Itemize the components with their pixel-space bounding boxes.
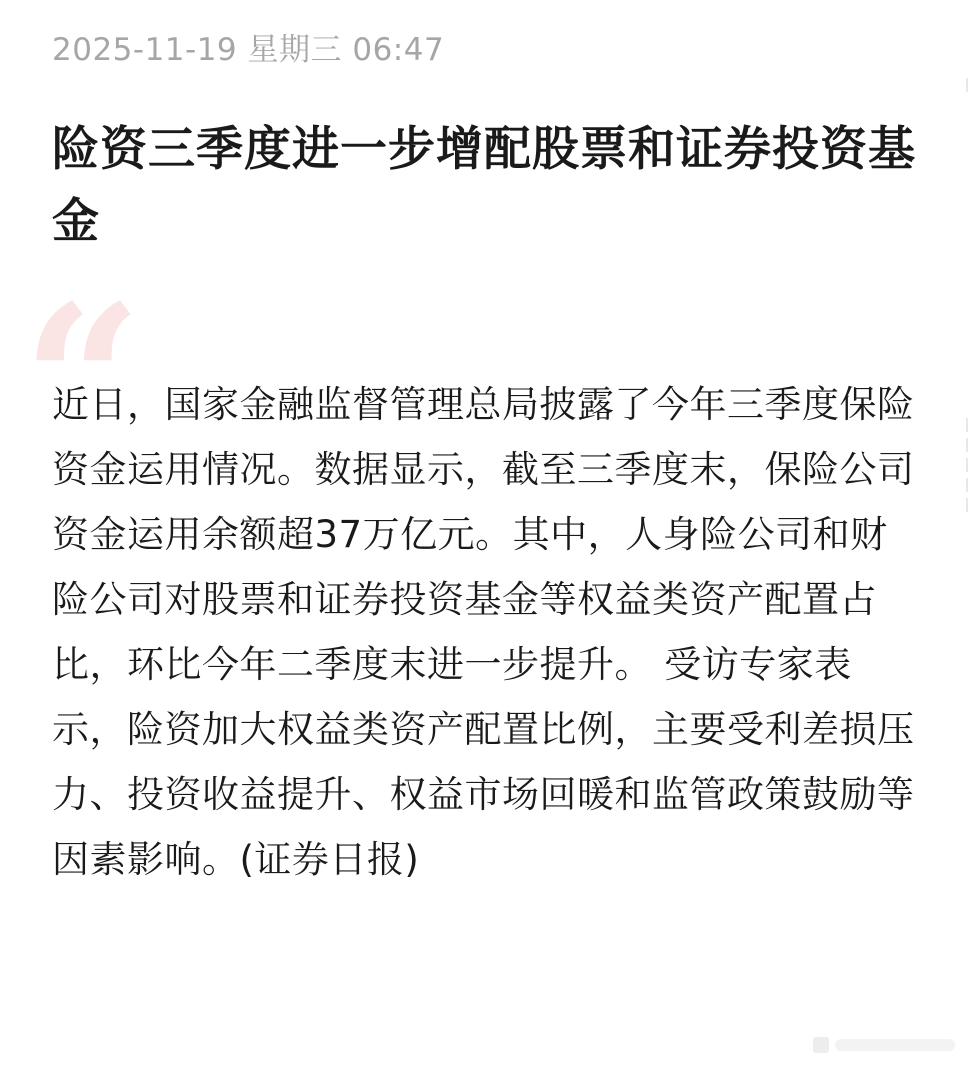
article-title: 险资三季度进一步增配股票和证券投资基金	[52, 122, 916, 249]
scroll-tick	[966, 438, 968, 452]
quote-mark-icon: “	[22, 259, 143, 506]
scroll-tick	[966, 498, 968, 512]
scroll-tick	[966, 78, 968, 92]
article-date: 2025-11-19 星期三 06:47	[52, 32, 445, 68]
watermark-icon	[813, 1033, 963, 1057]
article-body	[52, 372, 922, 892]
scroll-tick	[966, 418, 968, 432]
scroll-tick	[966, 458, 968, 472]
scroll-tick	[966, 478, 968, 492]
article-body-paragraph: 近日，国家金融监督管理总局披露了今年三季度保险资金运用情况。数据显示，截至三季度末，保险公司资金运用余额超37万亿元。其中，人身险公司和财险公司对股票和证券投资基金等权益类资产配置占比，环比今年二季度末进一步提升。 受访专家表示，险资加大权益类资产配置比例，主要受利差损压力、投资收益提升、权益市场回暖和监管政策鼓励等因素影响。(证券日报)	[52, 383, 915, 881]
scrollbar[interactable]	[965, 0, 971, 1067]
